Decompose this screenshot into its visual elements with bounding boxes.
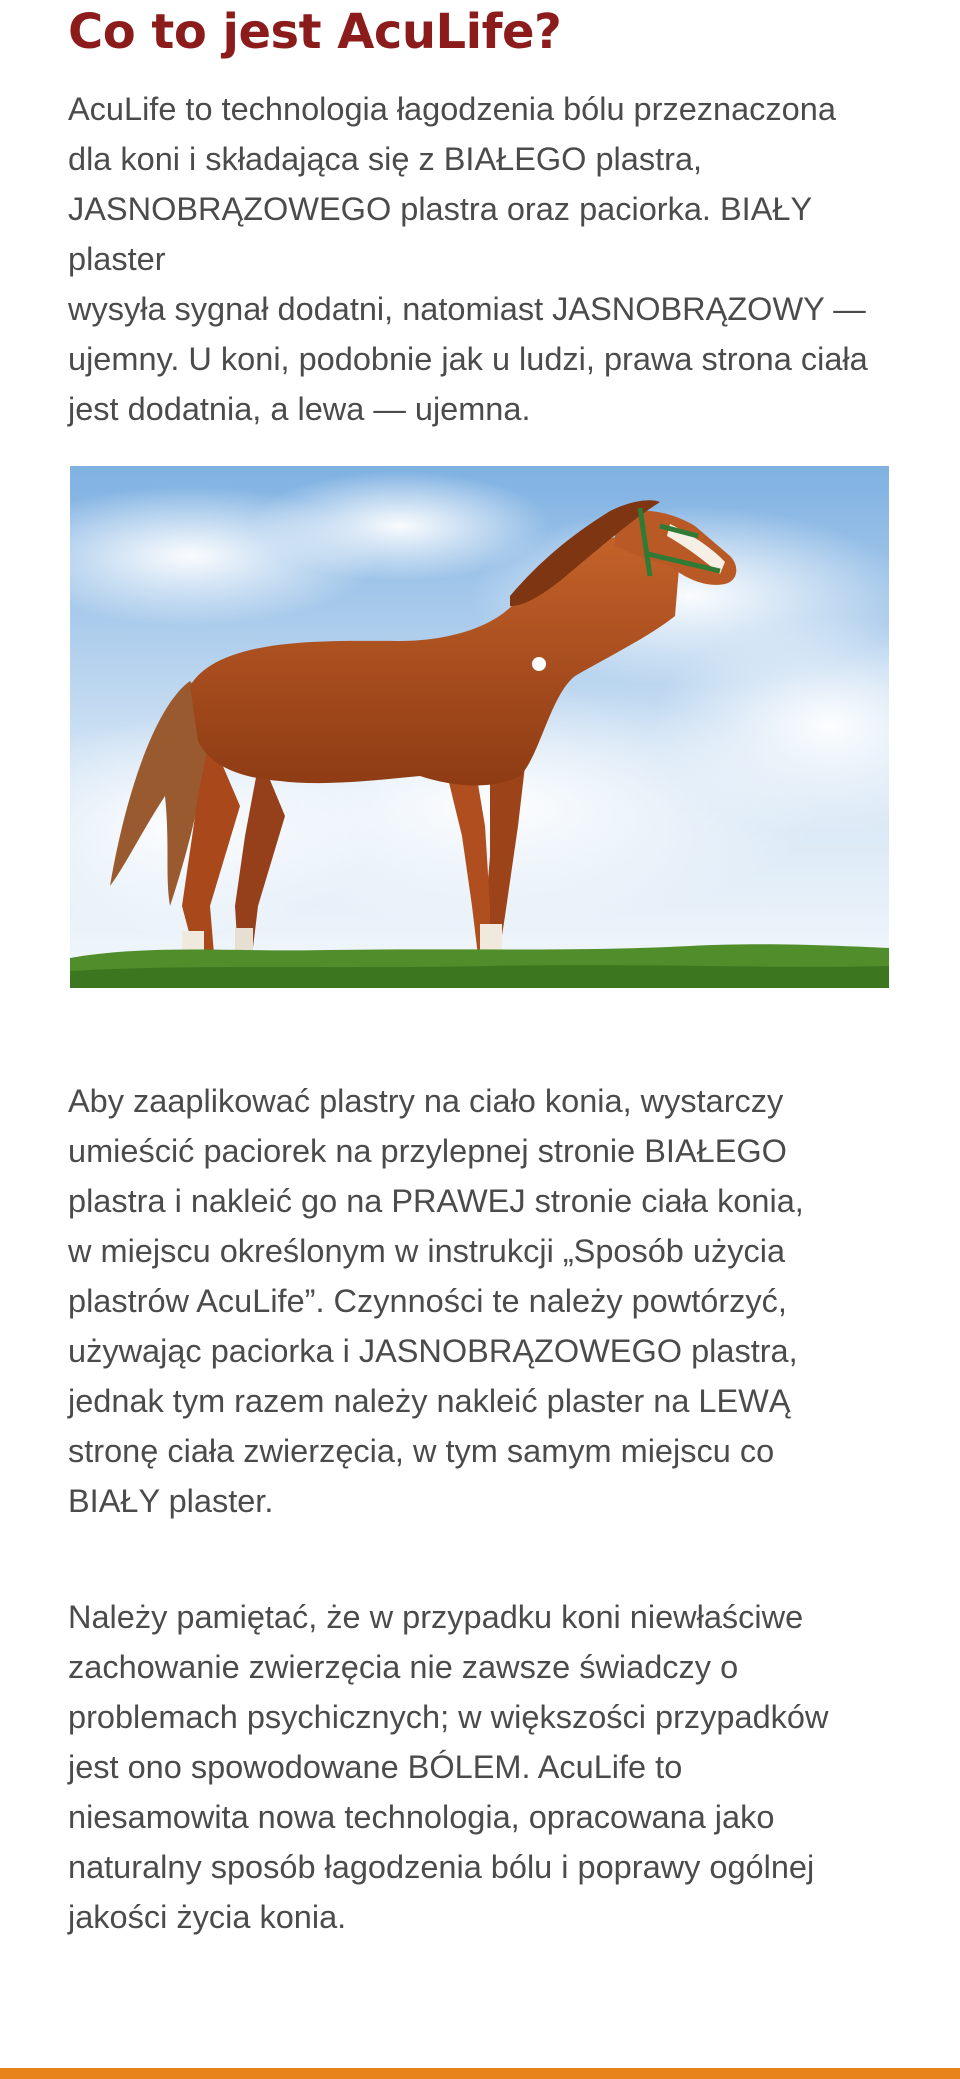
page-title: Co to jest AcuLife? bbox=[68, 4, 562, 60]
bottom-accent-bar bbox=[0, 2068, 960, 2079]
application-paragraph: Aby zaaplikować plastry na ciało konia, wystarczy umieścić paciorek na przylepnej stronie BIAŁEGO plastra i nakleić go na PRAWEJ stronie ciała konia, w miejscu określonym w instrukcji „Sposób użycia plastrów AcuLife”. Czynności te należy powtórzyć, używając paciorka i JASNOBRĄZOWEGO plastra, jednak tym razem należy nakleić plaster na LEWĄ stronę ciała zwierzęcia, w tym samym miejscu co BIAŁY plaster. bbox=[68, 1083, 804, 1519]
horse-photo bbox=[70, 466, 889, 988]
intro-paragraph: AcuLife to technologia łagodzenia bólu przeznaczona dla koni i składająca się z BIAŁEGO plastra, JASNOBRĄZOWEGO plastra oraz paciorka. BIAŁY plaster wysyła sygnał dodatni, natomiast JASNOBRĄZOWY — ujemny. U koni, podobnie jak u ludzi, prawa strona ciała jest dodatnia, a lewa — ujemna. bbox=[68, 91, 868, 427]
reminder-paragraph: Należy pamiętać, że w przypadku koni niewłaściwe zachowanie zwierzęcia nie zawsze świadczy o problemach psychicznych; w większości przypadków jest ono spowodowane BÓLEM. AcuLife to niesamowita nowa technologia, opracowana jako naturalny sposób łagodzenia bólu i poprawy ogólnej jakości życia konia. bbox=[68, 1599, 829, 1935]
